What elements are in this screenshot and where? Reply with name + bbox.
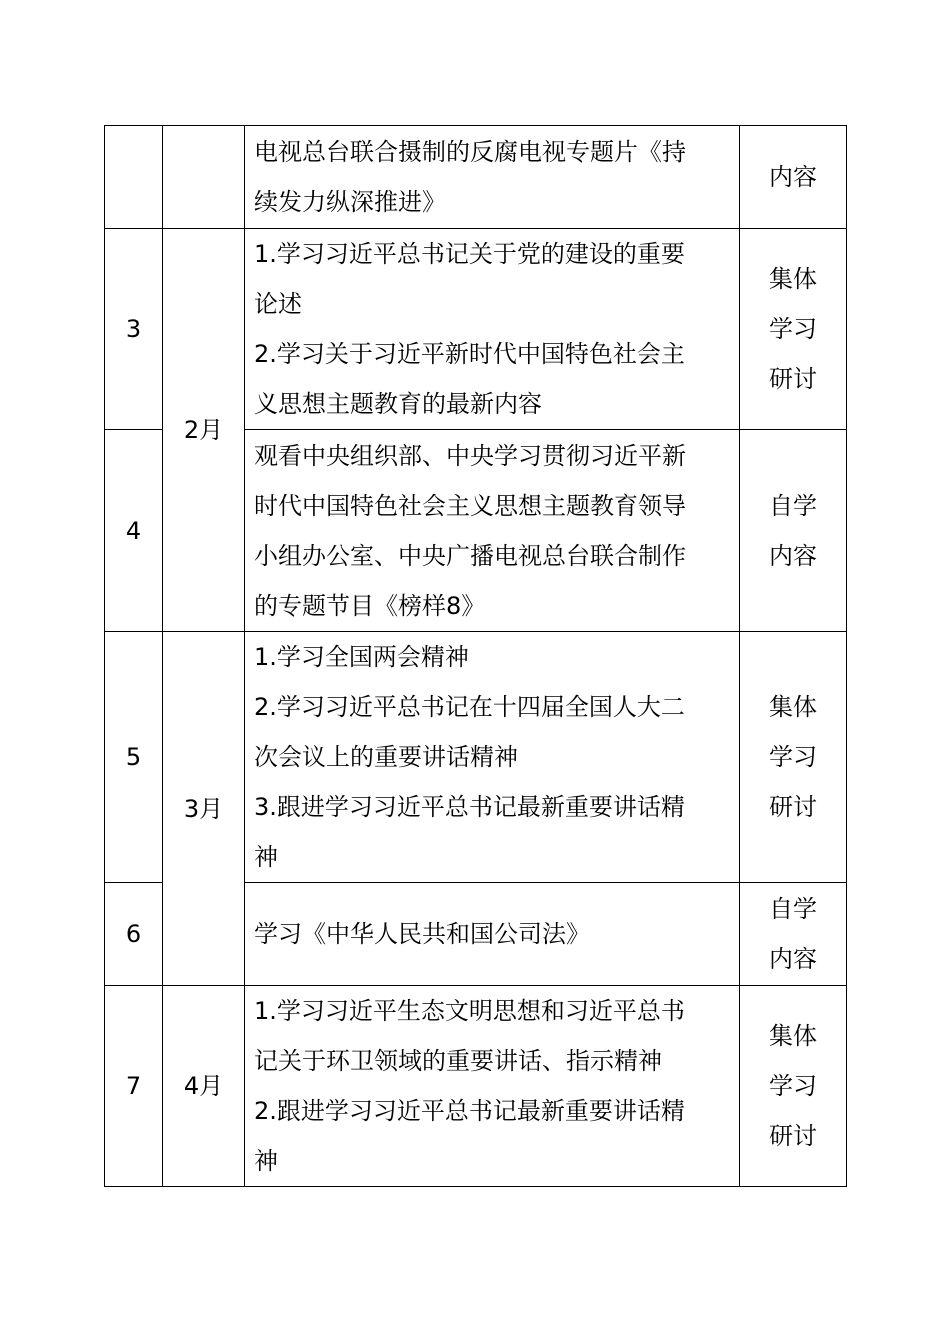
type-cell [740, 229, 847, 430]
content-cell [245, 986, 740, 1187]
content-line: 的专题节目《榜样8》 [254, 591, 486, 620]
content-line: 义思想主题教育的最新内容 [254, 390, 542, 418]
content-line: 学习《中华人民共和国公司法》 [254, 920, 590, 948]
type-line: 研讨 [769, 793, 817, 821]
row-number-cell: 5 [105, 632, 163, 883]
content-line: 电视总台联合摄制的反腐电视专题片《持 [254, 138, 686, 166]
content-line: 3.跟进学习习近平总书记最新重要讲话精 [254, 793, 685, 821]
type-line: 研讨 [769, 1122, 817, 1150]
content-line: 2.学习习近平总书记在十四届全国人大二 [254, 693, 685, 721]
row-number-cell: 7 [105, 986, 163, 1187]
type-cell [740, 986, 847, 1187]
type-cell [740, 632, 847, 883]
type-cell [740, 883, 847, 986]
type-line: 自学 [769, 895, 817, 923]
table-row [105, 632, 847, 883]
content-line: 神 [254, 843, 278, 871]
content-line: 1.学习习近平总书记关于党的建设的重要 [254, 240, 685, 268]
content-cell [245, 229, 740, 430]
table-row [105, 986, 847, 1187]
content-line: 神 [254, 1147, 278, 1175]
month-cell: 3月 [163, 632, 245, 986]
row-number-cell: 4 [105, 430, 163, 632]
type-line: 自学 [769, 491, 817, 520]
type-line: 集体 [769, 1022, 817, 1050]
type-line: 内容 [769, 945, 817, 973]
content-line: 1.学习习近平生态文明思想和习近平总书 [254, 997, 685, 1025]
content-line: 时代中国特色社会主义思想主题教育领导 [254, 491, 686, 520]
month-cell: 4月 [163, 986, 245, 1187]
type-line: 学习 [769, 743, 817, 771]
type-line: 集体 [769, 265, 817, 293]
row-number-cell [105, 126, 163, 229]
type-line: 学习 [769, 315, 817, 343]
content-line: 小组办公室、中央广播电视总台联合制作 [254, 541, 686, 570]
content-line: 论述 [254, 290, 302, 318]
content-cell [245, 883, 740, 986]
type-line: 学习 [769, 1072, 817, 1100]
month-cell [163, 126, 245, 229]
type-cell [740, 430, 847, 632]
content-line: 次会议上的重要讲话精神 [254, 743, 518, 771]
content-line: 2.跟进学习习近平总书记最新重要讲话精 [254, 1097, 685, 1125]
table-row [105, 126, 847, 229]
content-line: 2.学习关于习近平新时代中国特色社会主 [254, 340, 685, 368]
type-line: 内容 [769, 163, 817, 191]
content-line: 观看中央组织部、中央学习贯彻习近平新 [254, 441, 686, 470]
month-cell: 2月 [163, 229, 245, 632]
content-cell [245, 632, 740, 883]
content-line: 续发力纵深推进》 [254, 188, 446, 216]
study-plan-table [104, 125, 847, 1187]
type-line: 研讨 [769, 365, 817, 393]
content-line: 1.学习全国两会精神 [254, 643, 469, 671]
row-number-cell: 3 [105, 229, 163, 430]
content-line: 记关于环卫领域的重要讲话、指示精神 [254, 1047, 662, 1075]
row-number-cell: 6 [105, 883, 163, 986]
table-row [105, 229, 847, 430]
type-line: 集体 [769, 693, 817, 721]
type-line: 内容 [769, 541, 817, 570]
type-cell [740, 126, 847, 229]
content-cell [245, 430, 740, 632]
content-cell [245, 126, 740, 229]
